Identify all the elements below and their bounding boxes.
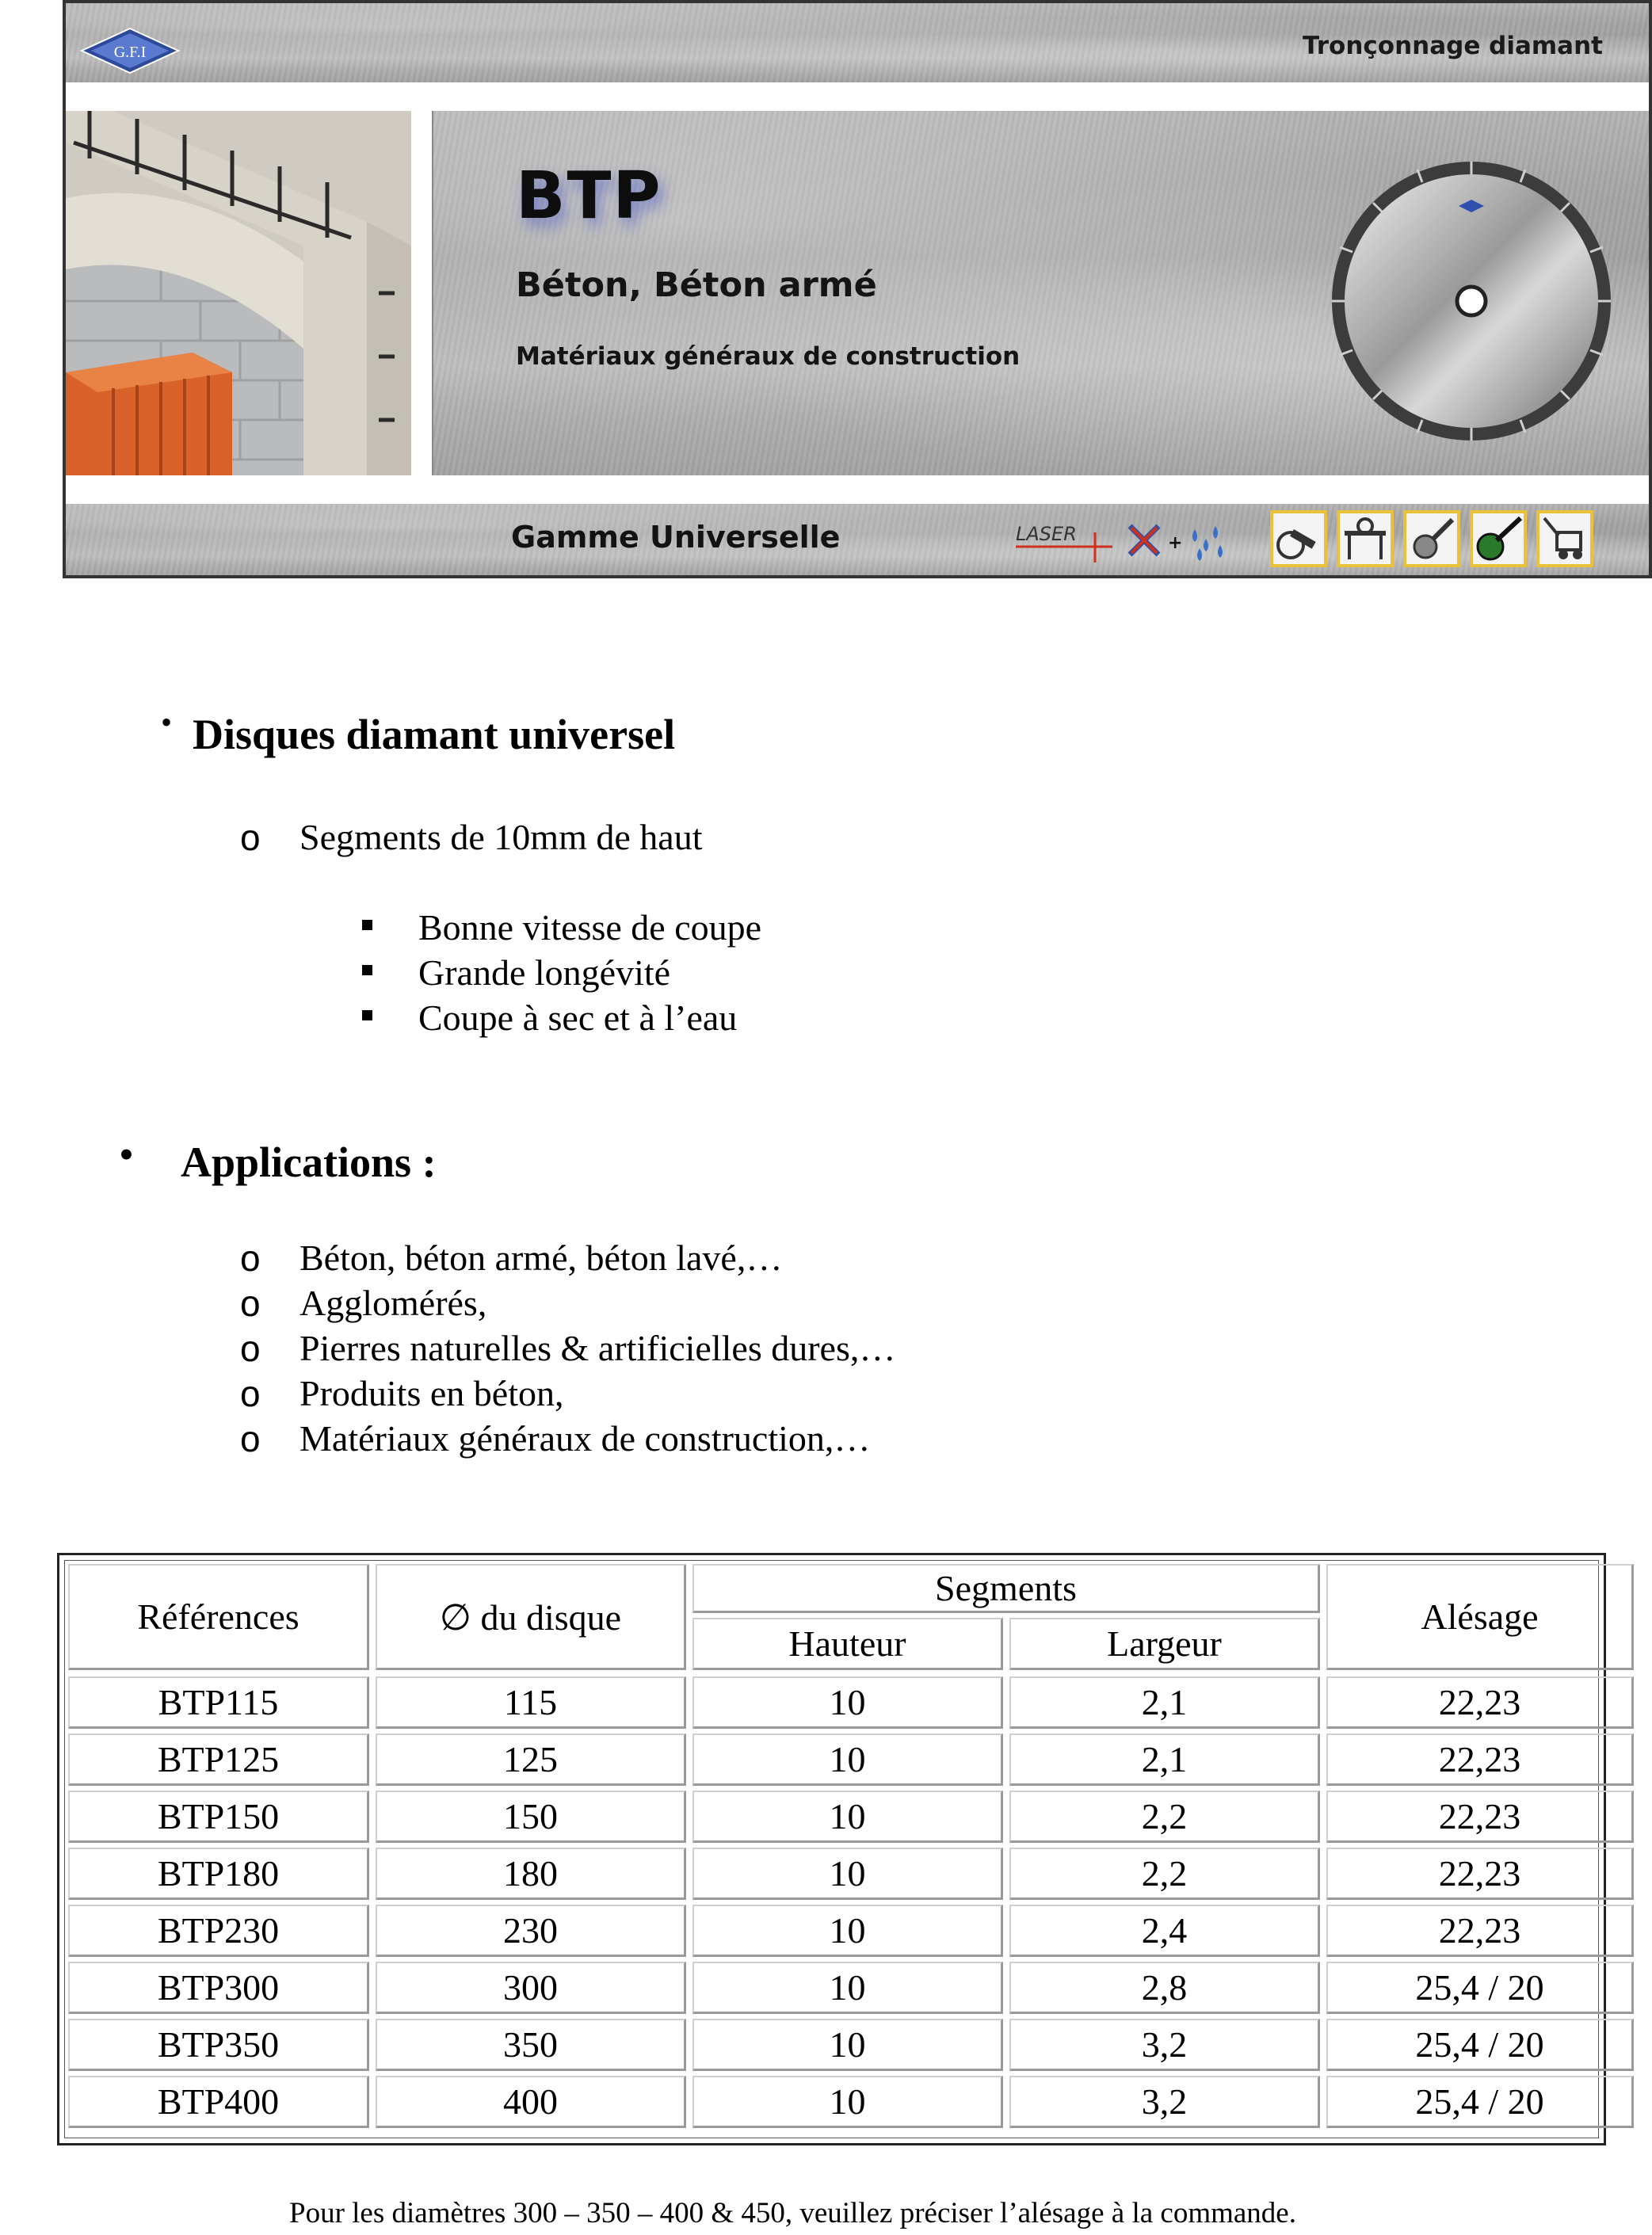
cell-bore: 22,23 <box>1326 1733 1634 1786</box>
cell-bore: 25,4 / 20 <box>1326 2019 1634 2071</box>
cell-bore: 22,23 <box>1326 1791 1634 1843</box>
svg-text:LASER: LASER <box>1016 523 1077 545</box>
square-bullet-icon <box>362 965 372 975</box>
header-bore: Alésage <box>1326 1564 1634 1670</box>
banner-main-panel <box>432 111 1652 475</box>
header-diameter: ∅ du disque <box>376 1564 686 1670</box>
cell-width: 3,2 <box>1009 2019 1320 2071</box>
cell-reference: BTP400 <box>68 2076 369 2128</box>
table-saw-icon <box>1337 510 1394 567</box>
cell-reference: BTP150 <box>68 1791 369 1843</box>
features-heading: Disques diamant universel <box>193 711 676 758</box>
application-item: Produits en béton, <box>299 1373 564 1413</box>
cell-height: 10 <box>692 1905 1003 1957</box>
application-item: Pierres naturelles & artificielles dures,… <box>299 1328 896 1368</box>
product-subtitle: Béton, Béton armé <box>516 265 877 305</box>
cell-bore: 25,4 / 20 <box>1326 1962 1634 2014</box>
logo-text: G.F.I <box>113 44 147 61</box>
product-code: BTP <box>516 158 662 234</box>
cell-bore: 22,23 <box>1326 1848 1634 1900</box>
product-banner <box>63 0 1652 578</box>
cell-height: 10 <box>692 2076 1003 2128</box>
cell-diameter: 125 <box>376 1733 686 1786</box>
cell-bore: 22,23 <box>1326 1905 1634 1957</box>
cell-height: 10 <box>692 1848 1003 1900</box>
features-sub-item: Segments de 10mm de haut <box>299 817 703 857</box>
cell-diameter: 350 <box>376 2019 686 2071</box>
angle-grinder-icon <box>1270 510 1327 567</box>
banner-top-strip <box>66 3 1649 82</box>
application-item: Agglomérés, <box>299 1283 487 1323</box>
circle-bullet-icon: o <box>240 1238 261 1279</box>
cell-height: 10 <box>692 1733 1003 1786</box>
disc-cutter-icon <box>1403 510 1460 567</box>
cell-bore: 25,4 / 20 <box>1326 2076 1634 2128</box>
circle-bullet-icon: o <box>240 1328 261 1369</box>
square-bullet-icon <box>362 1010 372 1020</box>
circle-bullet-icon: o <box>240 817 261 858</box>
cell-reference: BTP115 <box>68 1676 369 1729</box>
cell-width: 3,2 <box>1009 2076 1320 2128</box>
specification-table <box>57 1553 1606 2145</box>
cell-diameter: 400 <box>376 2076 686 2128</box>
cell-width: 2,8 <box>1009 1962 1320 2014</box>
cell-diameter: 150 <box>376 1791 686 1843</box>
dry-and-wet-cutting-icon <box>1124 515 1234 566</box>
circle-bullet-icon: o <box>240 1283 261 1324</box>
square-bullet-icon <box>362 920 372 930</box>
feature-point: Bonne vitesse de coupe <box>418 907 762 948</box>
cell-height: 10 <box>692 1962 1003 2014</box>
cut-off-saw-icon <box>1470 510 1527 567</box>
cell-diameter: 180 <box>376 1848 686 1900</box>
applications-heading: Applications : <box>181 1138 437 1186</box>
feature-point: Grande longévité <box>418 952 671 993</box>
banner-bottom-strip <box>66 504 1649 578</box>
product-description: Matériaux généraux de construction <box>516 342 1021 371</box>
bullet-dot-icon: • <box>119 1131 134 1178</box>
cell-diameter: 115 <box>376 1676 686 1729</box>
cell-height: 10 <box>692 1791 1003 1843</box>
gfi-logo <box>78 25 181 76</box>
cell-width: 2,4 <box>1009 1905 1320 1957</box>
cell-diameter: 300 <box>376 1962 686 2014</box>
header-segments: Segments <box>692 1564 1320 1613</box>
cell-width: 2,2 <box>1009 1791 1320 1843</box>
application-item: Béton, béton armé, béton lavé,… <box>299 1238 783 1278</box>
bullet-dot-icon: • <box>161 704 173 740</box>
construction-photo <box>66 111 411 475</box>
diamond-blade-image <box>1329 158 1614 444</box>
cell-reference: BTP125 <box>68 1733 369 1786</box>
header-width: Largeur <box>1009 1618 1320 1670</box>
cell-height: 10 <box>692 2019 1003 2071</box>
cell-width: 2,2 <box>1009 1848 1320 1900</box>
cell-diameter: 230 <box>376 1905 686 1957</box>
circle-bullet-icon: o <box>240 1418 261 1459</box>
header-height: Hauteur <box>692 1618 1003 1670</box>
header-references: Références <box>68 1564 369 1670</box>
feature-point: Coupe à sec et à l’eau <box>418 997 738 1038</box>
cell-reference: BTP350 <box>68 2019 369 2071</box>
category-label: Tronçonnage diamant <box>1303 32 1603 60</box>
application-item: Matériaux généraux de construction,… <box>299 1418 871 1459</box>
circle-bullet-icon: o <box>240 1373 261 1414</box>
laser-icon <box>1013 517 1116 564</box>
cell-reference: BTP230 <box>68 1905 369 1957</box>
svg-text:+: + <box>1168 533 1183 553</box>
footnote: Pour les diamètres 300 – 350 – 400 & 450, veuillez préciser l’alésage à la commande. <box>289 2197 1296 2229</box>
cell-width: 2,1 <box>1009 1733 1320 1786</box>
cell-bore: 22,23 <box>1326 1676 1634 1729</box>
floor-saw-icon <box>1536 510 1593 567</box>
cell-reference: BTP300 <box>68 1962 369 2014</box>
cell-width: 2,1 <box>1009 1676 1320 1729</box>
cell-reference: BTP180 <box>68 1848 369 1900</box>
cell-height: 10 <box>692 1676 1003 1729</box>
range-label: Gamme Universelle <box>511 520 841 555</box>
